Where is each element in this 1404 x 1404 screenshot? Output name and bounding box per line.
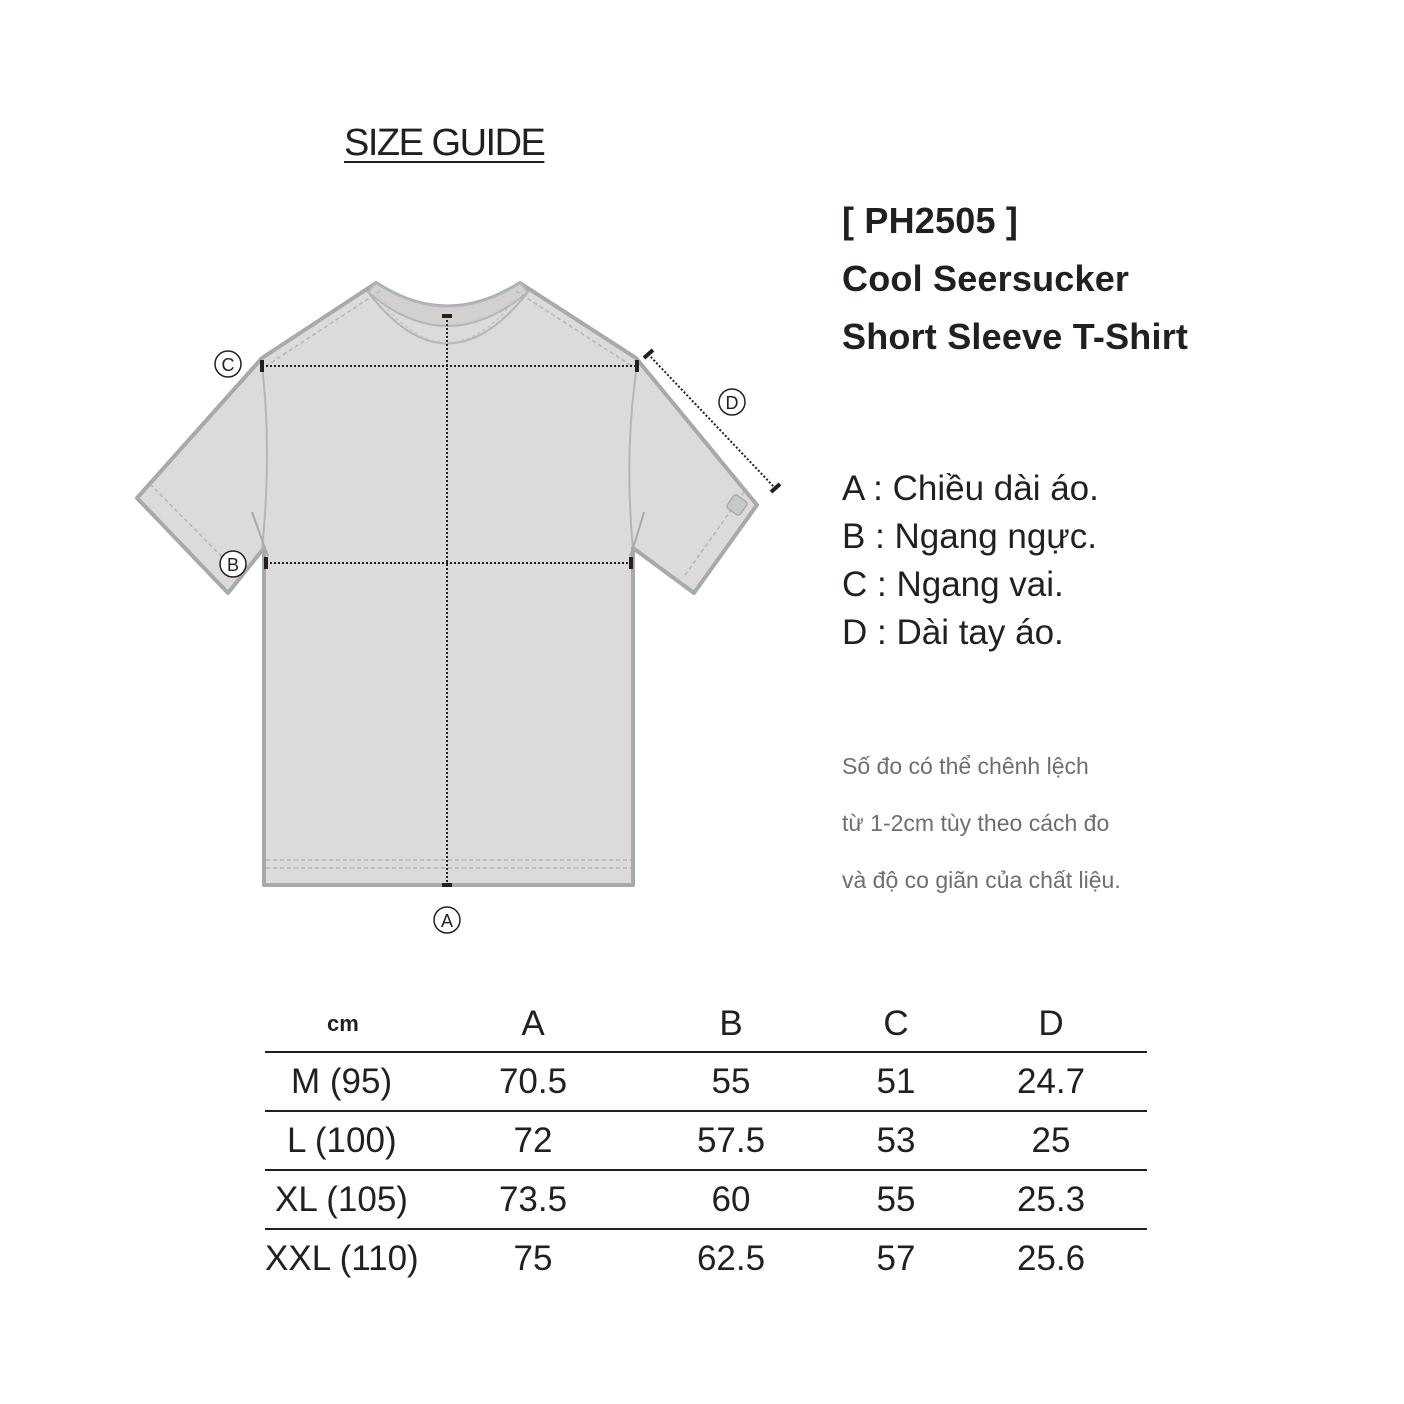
- value-c: 53: [876, 1120, 916, 1160]
- value-a: 75: [513, 1238, 553, 1278]
- value-c: 51: [876, 1061, 916, 1101]
- note-line: từ 1-2cm tùy theo cách đo: [842, 810, 1110, 836]
- marker-c: [215, 351, 241, 377]
- column-header-d: D: [1038, 1003, 1064, 1043]
- legend-item-c: C : Ngang vai.: [842, 565, 1064, 604]
- marker-d: [719, 389, 745, 415]
- table-row: [265, 1052, 1147, 1111]
- value-d: 25.3: [1016, 1179, 1086, 1219]
- value-d: 25: [1031, 1120, 1071, 1160]
- value-b: 55: [711, 1061, 751, 1101]
- value-b: 60: [711, 1179, 751, 1219]
- table-row: [265, 1170, 1147, 1229]
- note-line: và độ co giãn của chất liệu.: [842, 867, 1121, 893]
- value-d: 25.6: [1016, 1238, 1086, 1278]
- size-label: XL (105): [275, 1179, 408, 1219]
- value-c: 55: [876, 1179, 916, 1219]
- size-label: XXL (110): [265, 1238, 419, 1278]
- svg-text:B: B: [226, 555, 240, 575]
- value-a: 70.5: [498, 1061, 568, 1101]
- size-label: M (95): [291, 1061, 393, 1101]
- product-name-line1: Cool Seersucker: [842, 258, 1130, 299]
- svg-text:D: D: [725, 393, 739, 413]
- value-b: 62.5: [696, 1238, 766, 1278]
- value-b: 57.5: [696, 1120, 766, 1160]
- column-header-a: A: [521, 1003, 545, 1043]
- legend-item-b: B : Ngang ngực.: [842, 517, 1097, 556]
- column-header-b: B: [719, 1003, 743, 1043]
- marker-b: [220, 551, 246, 577]
- table-row: [265, 1111, 1147, 1170]
- svg-text:A: A: [440, 911, 454, 931]
- unit-header: cm: [327, 1010, 359, 1036]
- value-a: 72: [513, 1120, 553, 1160]
- svg-text:C: C: [221, 355, 235, 375]
- product-info: [842, 192, 1188, 366]
- legend-item-a: A : Chiều dài áo.: [842, 469, 1099, 508]
- value-c: 57: [876, 1238, 916, 1278]
- table-row: [265, 1229, 1147, 1287]
- value-a: 73.5: [498, 1179, 568, 1219]
- note-line: Số đo có thể chênh lệch: [842, 753, 1089, 779]
- marker-a: [434, 907, 460, 933]
- value-d: 24.7: [1016, 1061, 1086, 1101]
- column-header-c: C: [883, 1003, 909, 1043]
- measurement-note: [842, 738, 1121, 909]
- legend-item-d: D : Dài tay áo.: [842, 613, 1064, 652]
- size-table: [265, 996, 1147, 1287]
- table-header-row: [265, 996, 1147, 1052]
- measurement-legend: [842, 465, 1099, 657]
- size-label: L (100): [287, 1120, 397, 1160]
- product-code: [ PH2505 ]: [842, 200, 1019, 241]
- product-name-line2: Short Sleeve T-Shirt: [842, 316, 1189, 357]
- page-title: SIZE GUIDE: [344, 122, 545, 164]
